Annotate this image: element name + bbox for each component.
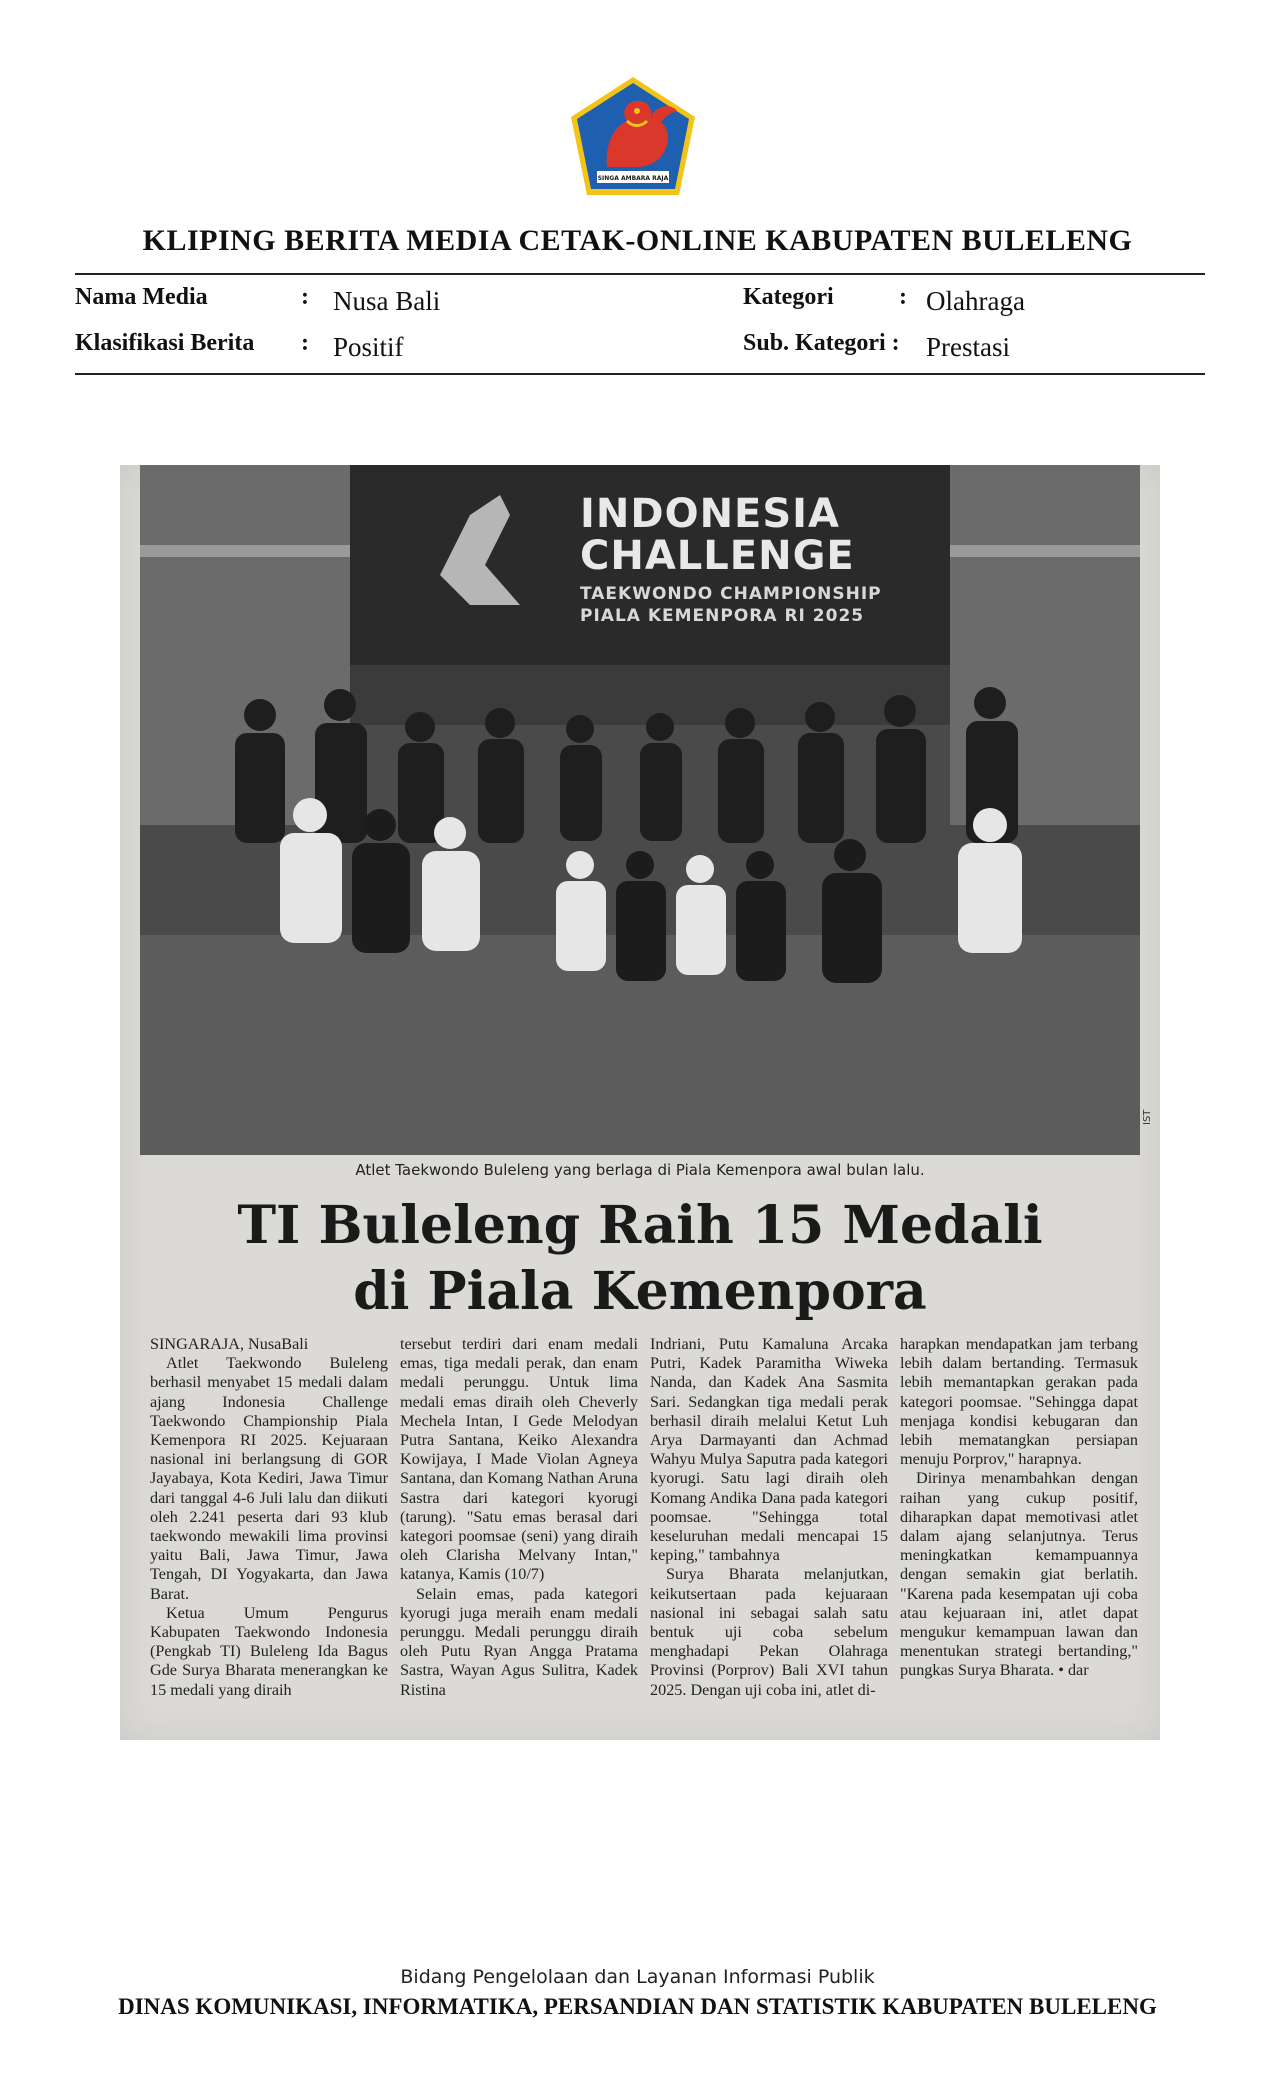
meta-sub-kategori-value: Prestasi bbox=[926, 332, 1010, 362]
meta-kategori-value: Olahraga bbox=[926, 286, 1025, 316]
banner-title: INDONESIA CHALLENGE bbox=[580, 491, 855, 579]
meta-klasifikasi-row bbox=[75, 330, 675, 370]
article-dateline: SINGARAJA, NusaBali bbox=[150, 1335, 309, 1353]
article-headline bbox=[120, 1193, 1160, 1325]
meta-colon: : bbox=[301, 284, 309, 310]
photo-credit: IST bbox=[1142, 1109, 1153, 1125]
footer-division: Bidang Pengelolaan dan Layanan Informasi Publik bbox=[400, 1966, 875, 1988]
article-paragraph: Dirinya menambahkan dengan raihan yang cukup positif, diharapkan dapat memotivasi atlet dalam ajang selanjutnya. Terus meningkatkan kemampuannya dengan semakin giat berlatih. "Karena pada kesempatan uji coba atau kejuaraan ini, atlet dapat mengukur kemampuan lawan dan menentukan strategi bertanding," pungkas Surya Bharata. • dar bbox=[900, 1469, 1138, 1680]
meta-kategori-row bbox=[743, 284, 1203, 324]
article-paragraph: harapkan mendapatkan jam terbang lebih dalam bertanding. Termasuk lebih memantapkan gerakan pada kategori poomsae. "Sehingga dapat menjaga kondisi kebugaran dan lebih mematangkan persiapan menuju Porprov," harapnya. bbox=[900, 1335, 1138, 1469]
article-column-3 bbox=[650, 1335, 888, 1700]
document-title: KLIPING BERITA MEDIA CETAK-ONLINE KABUPATEN BULELENG bbox=[142, 224, 1133, 257]
headline-line-2: di Piala Kemenpora bbox=[353, 1261, 927, 1322]
kabupaten-logo-emblem bbox=[567, 75, 699, 199]
meta-colon: : bbox=[899, 284, 907, 310]
article-paragraph: tersebut terdiri dari enam medali emas, tiga medali perak, dan enam medali perunggu. Untuk lima medali emas diraih oleh Cheverly Mechela Intan, I Gede Melodyan Putra Santana, Keiko Alexandra Kowijaya, I Made Violan Agneya Santana, dan Komang Nathan Aruna Sastra dari kategori kyorugi (tarung). "Satu emas berasal dari kategori poomsae (seni) yang diraih oleh Clarisha Melvany Intan," katanya, Kamis (10/7) bbox=[400, 1335, 638, 1584]
meta-media-row bbox=[75, 284, 675, 324]
banner-subtitle: TAEKWONDO CHAMPIONSHIP PIALA KEMENPORA RI 2025 bbox=[580, 584, 882, 626]
article-body bbox=[150, 1335, 1140, 1730]
newspaper-clipping bbox=[120, 465, 1160, 1740]
article-column-4 bbox=[900, 1335, 1138, 1681]
article-paragraph: Ketua Umum Pengurus Kabupaten Taekwondo Indonesia (Pengkab TI) Buleleng Ida Bagus Gde Surya Bharata menerangkan ke 15 medali yang diraih bbox=[150, 1603, 388, 1699]
meta-colon: : bbox=[301, 330, 309, 356]
article-paragraph: Atlet Taekwondo Buleleng berhasil menyabet 15 medali dalam ajang Indonesia Challenge Taekwondo Championship Piala Kemenpora RI 2025. Kejuaraan nasional ini berlangsung di GOR Jayabaya, Kota Kediri, Jawa Timur dari tanggal 4-6 Juli lalu dan diikuti oleh 2.241 peserta dari 93 klub taekwondo mewakili lima provinsi yaitu Bali, Jawa Timur, Jawa Tengah, DI Yogyakarta, dan Jawa Barat. bbox=[150, 1354, 388, 1603]
footer-agency: DINAS KOMUNIKASI, INFORMATIKA, PERSANDIAN DAN STATISTIK KABUPATEN BULELENG bbox=[118, 1994, 1157, 2019]
meta-sub-kategori-row bbox=[743, 330, 1203, 370]
photo-caption: Atlet Taekwondo Buleleng yang berlaga di Piala Kemenpora awal bulan lalu. bbox=[355, 1161, 925, 1179]
article-paragraph: Selain emas, pada kategori kyorugi juga meraih enam medali perunggu. Medali perunggu diraih oleh Putu Ryan Angga Pratama Sastra, Wayan Agus Sulitra, Kadek Ristina bbox=[400, 1584, 638, 1699]
article-column-2 bbox=[400, 1335, 638, 1700]
header-rule-top bbox=[75, 273, 1205, 275]
meta-kategori-label: Kategori bbox=[743, 284, 834, 310]
meta-media-value: Nusa Bali bbox=[333, 286, 441, 316]
headline-line-1: TI Buleleng Raih 15 Medali bbox=[237, 1195, 1043, 1256]
article-photo bbox=[140, 465, 1140, 1155]
meta-klasifikasi-value: Positif bbox=[333, 332, 404, 362]
header-rule-bottom bbox=[75, 373, 1205, 375]
meta-media-label: Nama Media bbox=[75, 284, 208, 310]
logo-motto: SINGA AMBARA RAJA bbox=[597, 175, 669, 182]
meta-klasifikasi-label: Klasifikasi Berita bbox=[75, 330, 255, 356]
article-paragraph: Indriani, Putu Kamaluna Arcaka Putri, Kadek Paramitha Wiweka Nanda, dan Kadek Ana Sasmita Sari. Sedangkan tiga medali perak berhasil diraih melalui Ketut Luh Arya Darmayanti dan Achmad Wahyu Mulya Saputra pada kategori kyorugi. Satu lagi diraih oleh Komang Andika Dana pada kategori poomsae. "Sehingga total keseluruhan medali mencapai 15 keping," tambahnya bbox=[650, 1335, 888, 1565]
article-column-1 bbox=[150, 1335, 388, 1700]
meta-sub-kategori-label: Sub. Kategori : bbox=[743, 330, 900, 356]
article-paragraph: Surya Bharata melanjutkan, keikutsertaan pada kejuaraan nasional ini sebagai salah satu bentuk uji coba sebelum menghadapi Pekan Olahraga Provinsi (Porprov) Bali XVI tahun 2025. Dengan uji coba ini, atlet di- bbox=[650, 1565, 888, 1699]
